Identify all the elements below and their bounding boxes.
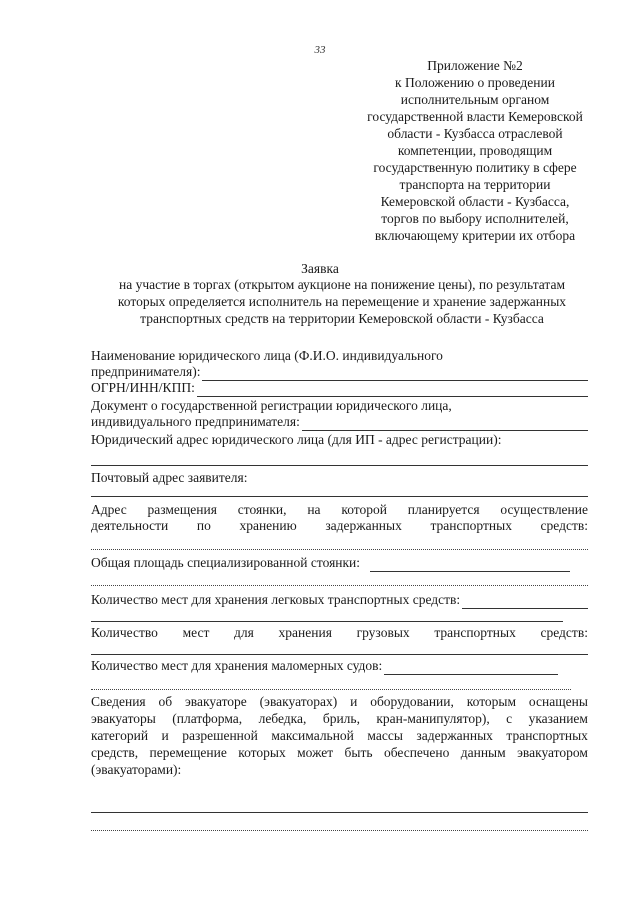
word: и [161,728,169,743]
word: на [307,502,321,517]
word: которой [341,502,387,517]
word: данным [460,745,506,760]
word: указанием [528,711,588,726]
word: перемещение [149,745,227,760]
word: средств: [540,518,588,533]
tow-truck-label-end: (эвакуаторами): [91,762,182,777]
tow-truck-input-line[interactable] [91,830,588,831]
org-name-input-line[interactable] [202,368,588,381]
word: деятельности [91,518,169,533]
car-places-input-line[interactable] [462,596,588,609]
appendix-line: компетенции, проводящим [397,143,553,158]
small-boat-places-field[interactable] [91,658,588,675]
total-area-extra-line[interactable] [91,585,588,586]
total-area-input-line[interactable] [370,559,570,572]
tow-truck-label-cont [91,711,588,728]
appendix-line: торгов по выбору исполнителей, [381,211,569,226]
registration-doc-label-cont: индивидуального предпринимателя: [91,414,300,429]
small-boat-places-label: Количество мест для хранения маломерных судов: [91,658,383,673]
word: с [506,711,513,726]
parking-address-input-line[interactable] [91,549,588,550]
postal-address-label: Почтовый адрес заявителя: [91,470,248,485]
tow-truck-label [91,694,588,711]
registration-doc-field[interactable] [91,414,588,431]
total-area-label: Общая площадь специализированной стоянки: [91,555,361,570]
appendix-line: включающему критерии их отбора [374,228,576,243]
word: осуществление [500,502,588,517]
word: средств: [540,625,588,640]
ogrn-input-line[interactable] [197,384,588,397]
word: Адрес [91,502,127,517]
legal-address-label: Юридический адрес юридического лица (для ИП - адрес регистрации): [91,432,502,447]
truck-places-input-line[interactable] [91,654,588,655]
word: кран-манипулятор), [376,711,490,726]
word: эвакуаторе [185,694,247,709]
word: об [158,694,173,709]
word: мест [182,625,210,640]
word: задержанных [325,518,402,533]
appendix-line: области - Кузбасса отраслевой [387,126,563,141]
word: размещения [147,502,217,517]
word: хранения [278,625,332,640]
word: Сведения [91,694,146,709]
word: (платформа, [172,711,243,726]
parking-address-label [91,502,588,519]
application-subtitle [88,277,596,328]
word: эвакуатором [517,745,588,760]
total-area-field[interactable] [91,555,588,572]
word: может [297,745,334,760]
word: стоянки, [237,502,287,517]
word: бриль, [322,711,360,726]
word: по [196,518,211,533]
word: транспортных [506,728,588,743]
word: разрешенной [182,728,258,743]
word: (эвакуаторах) [259,694,338,709]
org-name-field[interactable] [91,364,588,381]
org-name-label-cont: предпринимателя): [91,364,201,379]
word: хранению [239,518,297,533]
car-places-label: Количество мест для хранения легковых транспортных средств: [91,592,461,607]
word: которых [238,745,286,760]
word: эвакуаторы [91,711,156,726]
ogrn-field[interactable] [91,380,588,397]
word: задержанных [416,728,493,743]
appendix-line: государственной власти Кемеровской [367,109,583,124]
application-title: Заявка [301,261,339,276]
word: Количество [91,625,158,640]
word: для [234,625,254,640]
tow-truck-label-cont [91,745,588,762]
subtitle-line: которых определяется исполнитель на перемещение и хранение задержанных [117,294,567,309]
appendix-line: Приложение №2 [427,58,523,73]
word: грузовых [356,625,410,640]
word: средств, [91,745,139,760]
org-name-label: Наименование юридического лица (Ф.И.О. индивидуального [91,348,443,363]
subtitle-line: транспортных средств на территории Кемеровской области - Кузбасса [140,311,544,326]
word: категорий [91,728,149,743]
registration-doc-input-line[interactable] [302,418,588,431]
subtitle-line: на участие в торгах (открытом аукционе на понижение цены), по результатам [119,277,565,292]
word: и [350,694,358,709]
appendix-line: Кемеровской области - Кузбасса, [380,194,570,209]
appendix-line: к Положению о проведении [395,75,555,90]
appendix-line: исполнительным органом [400,92,550,107]
word: массы [367,728,403,743]
small-boat-places-input-line[interactable] [384,662,558,675]
postal-address-input-line[interactable] [91,496,588,497]
appendix-header [350,58,600,245]
page-number: 33 [314,44,326,56]
word: транспортных [434,625,516,640]
car-places-extra-line[interactable] [91,621,563,622]
parking-address-label-cont [91,518,588,535]
word: транспортных [430,518,512,533]
word: обеспечено [383,745,450,760]
small-boat-extra-line[interactable] [91,689,571,690]
word: быть [344,745,373,760]
word: лебедка, [258,711,307,726]
word: максимальной [271,728,354,743]
word: которым [466,694,517,709]
word: оборудовании, [370,694,454,709]
ogrn-label: ОГРН/ИНН/КПП: [91,380,195,395]
legal-address-input-line[interactable] [91,465,588,466]
word: оснащены [528,694,588,709]
word: планируется [407,502,480,517]
appendix-line: государственную политику в сфере [373,160,577,175]
appendix-line: транспорта на территории [399,177,551,192]
tow-truck-label-cont [91,728,588,745]
car-places-field[interactable] [91,592,588,609]
truck-places-label [91,625,588,642]
registration-doc-label: Документ о государственной регистрации юридического лица, [91,398,452,413]
tow-truck-input-line[interactable] [91,812,588,813]
